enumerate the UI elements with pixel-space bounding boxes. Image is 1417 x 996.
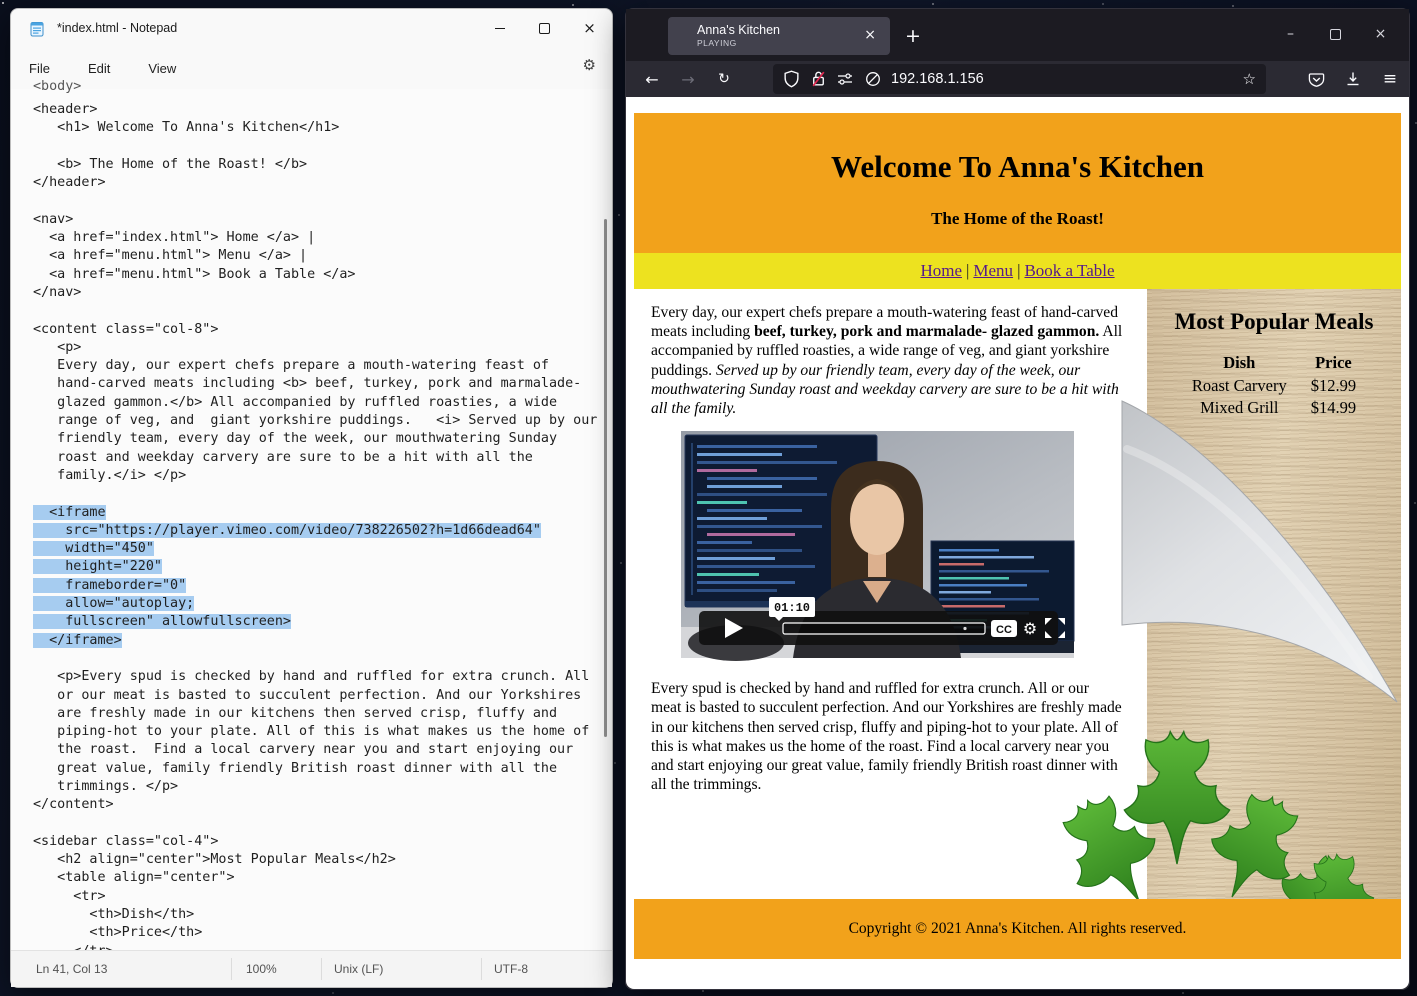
sidebar-heading: Most Popular Meals (1174, 309, 1374, 334)
settings-gear-icon[interactable]: ⚙ (582, 56, 596, 74)
permissions-icon[interactable] (837, 71, 854, 92)
page-header (634, 113, 1401, 253)
nav-link-menu[interactable]: Menu (973, 261, 1014, 280)
browser-window (625, 8, 1410, 990)
maximize-icon (1330, 29, 1341, 40)
browser-close-button[interactable]: × (1374, 26, 1387, 42)
browser-tab[interactable] (668, 17, 890, 55)
video-settings-gear-icon[interactable]: ⚙ (1022, 619, 1038, 639)
clipped-top-line: <body> (33, 79, 82, 94)
page-main (634, 289, 1401, 899)
nav-separator: | (1017, 261, 1021, 280)
svg-text:CC: CC (996, 624, 1012, 637)
menu-view[interactable]: View (148, 60, 177, 76)
browser-tabbar (626, 9, 1409, 61)
notepad-statusbar (11, 950, 612, 987)
download-icon[interactable] (1339, 66, 1367, 92)
cursor-position: Ln 41, Col 13 (36, 962, 108, 976)
table-row: Roast Carvery $12.99 (1191, 376, 1357, 395)
page-sidebar (1147, 289, 1401, 899)
tab-close-icon[interactable]: × (864, 27, 876, 43)
page-nav (634, 253, 1401, 289)
page-title: Welcome To Anna's Kitchen (831, 149, 1204, 184)
nav-link-book-a-table[interactable]: Book a Table (1024, 261, 1115, 280)
tab-title: Anna's Kitchen (697, 23, 780, 38)
notepad-menubar (11, 47, 612, 89)
intro-paragraph: Every day, our expert chefs prepare a mouth-watering feast of hand-carved meats including beef, turkey, pork and marmalade- glazed gammon. All accompanied by ruffled roasties, a wide range of veg, and giant yorkshire puddings. Served up by our friendly team, every day of the week, our mouthwatering Sunday roast and weekday carvery are sure to be a hit with all the family. (651, 304, 1123, 418)
line-endings: Unix (LF) (321, 958, 481, 980)
shield-icon[interactable] (783, 70, 800, 93)
minimize-icon (495, 28, 505, 29)
nav-separator: | (965, 261, 970, 280)
knife-blade (1122, 401, 1397, 702)
menu-file[interactable]: File (29, 60, 50, 76)
address-bar[interactable] (773, 64, 1266, 94)
page-footer: Copyright © 2021 Anna's Kitchen. All rights reserved. (634, 899, 1401, 959)
pocket-icon[interactable] (1302, 66, 1330, 92)
progress-bar[interactable] (783, 623, 985, 634)
maximize-icon (539, 23, 550, 34)
notepad-titlebar[interactable] (11, 9, 612, 47)
notepad-code-lines: <header> <h1> Welcome To Anna's Kitchen</h1> <b> The Home of the Roast! </b> </header> <nav> <a href="index.html"> Home </a> | <a href="menu.html"> Menu </a> | <a href="menu.html"> Book a Table </a> </nav> <content class="col-8"> <p> Every day, our expert chefs prepare a mouth-watering feast of hand-carved meats including <b> beef, turkey, pork and marmalade- glazed gammon.</b> All accompanied by ruffled roasties, a wide range of veg, and giant yorkshire puddings. <i> Served up by our friendly team, every day of the week, our mouthwatering Sunday roast and weekday carvery are sure to be a hit with all the family.</i> </p> <iframe src="https://player.vimeo.com/video/738226502?h=1d66dead64" width="450" height="220" frameborder="0" allow="autoplay; fullscreen" allowfullscreen> </iframe> <p>Every spud is checked by hand and ruffled for extra crunch. All or our meat is basted to succulent perfection. And our Yorkshires are freshly made in our kitchens then served crisp, fluffy and piping-hot to your plate. All of this is what makes us the home of the roast. Find a local carvery near you and start enjoying our great value, family friendly British roast dinner with all the trimmings. </p> </content> <sidebar class="col-4"> <h2 align="center">Most Popular Meals</h2> <table align="center"> <tr> <th>Dish</th> <th>Price</th> (33, 102, 598, 941)
notepad-window (10, 8, 613, 988)
browser-maximize-button[interactable] (1313, 19, 1358, 49)
encoding: UTF-8 (481, 958, 612, 980)
new-tab-button[interactable]: + (905, 25, 921, 47)
insecure-lock-icon[interactable] (810, 70, 827, 93)
page-subtitle: The Home of the Roast! (931, 209, 1104, 228)
video-thumbnail (681, 431, 1074, 658)
notepad-editor[interactable] (11, 79, 612, 951)
zoom-level: 100% (231, 958, 321, 980)
notepad-scrollbar[interactable] (604, 219, 607, 737)
reload-button[interactable]: ↻ (718, 71, 730, 87)
autoplay-blocked-icon[interactable] (864, 70, 882, 93)
video-player[interactable] (681, 431, 1074, 658)
meals-table (1180, 351, 1368, 419)
notepad-app-icon (29, 20, 45, 37)
hamburger-menu-icon[interactable]: ≡ (1382, 69, 1398, 89)
notepad-title: *index.html - Notepad (57, 21, 178, 35)
table-row: Mixed Grill $14.99 (1200, 398, 1357, 417)
tab-media-status: PLAYING (697, 37, 737, 48)
forward-button[interactable]: → (681, 69, 695, 89)
column-header-dish: Dish (1223, 353, 1256, 372)
notepad-maximize-button[interactable] (522, 9, 567, 47)
browser-toolbar (626, 61, 1409, 97)
page-content-column (634, 289, 1139, 899)
bookmark-star-icon[interactable]: ☆ (1242, 70, 1256, 88)
back-button[interactable]: ← (645, 69, 659, 89)
notepad-minimize-button[interactable] (477, 9, 522, 47)
body-paragraph: Every spud is checked by hand and ruffled for extra crunch. All or our meat is basted to succulent perfection. And our Yorkshires are freshly made in our kitchens then served crisp, fluffy and piping-hot to your plate. All of this is what makes us the home of the roast. Find a local carvery near you and start enjoying our great value, family friendly British roast dinner with all the trimmings. (651, 680, 1122, 794)
webpage-viewport (626, 97, 1409, 989)
column-header-price: Price (1315, 353, 1352, 372)
nav-link-home[interactable]: Home (920, 261, 962, 280)
url-text[interactable]: 192.168.1.156 (891, 71, 984, 87)
notepad-close-button[interactable]: × (583, 19, 596, 37)
browser-minimize-button[interactable]: – (1287, 26, 1294, 42)
table-header-row (1180, 351, 1368, 375)
desktop-stars (2, 2, 4, 4)
svg-text:01:10: 01:10 (773, 601, 811, 616)
menu-edit[interactable]: Edit (87, 60, 111, 76)
cc-button[interactable] (991, 620, 1017, 637)
